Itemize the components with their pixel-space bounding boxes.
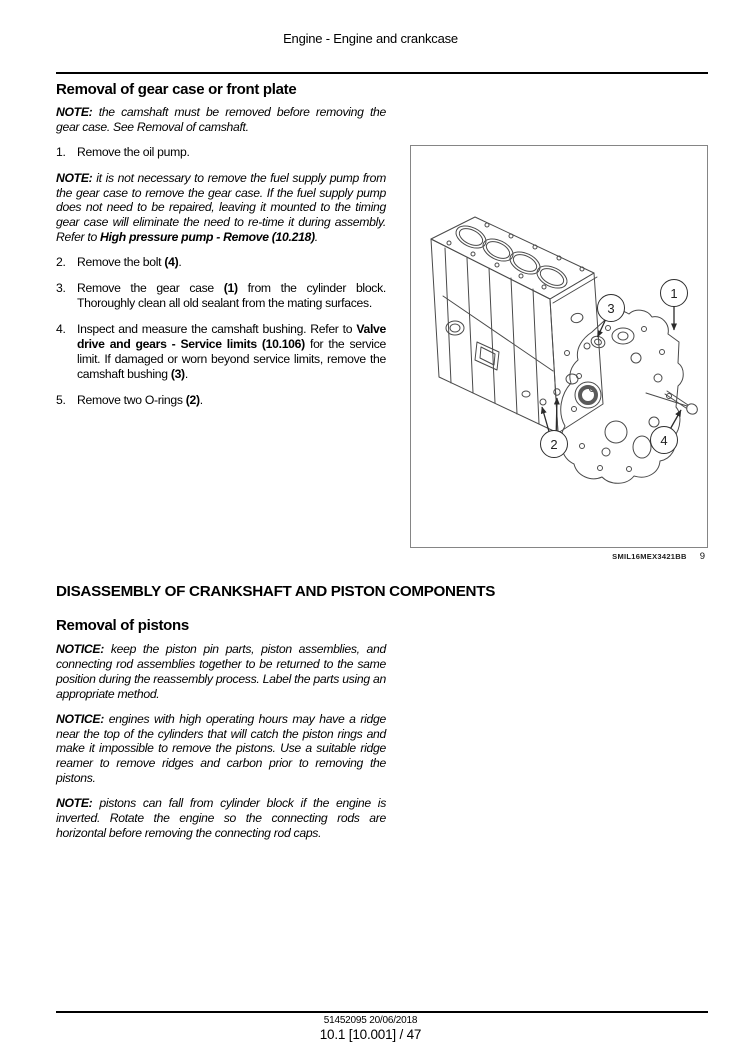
text-run: .: [314, 230, 318, 245]
step-number: 1.: [56, 144, 66, 159]
text-run: Inspect and measure the camshaft bushing. Refer to: [77, 321, 357, 336]
text-run: it is not necessary to remove the fuel supply pump from the gear case to remove the gear case. If the fuel supply pump does not need to be repaired, leaving it mounted to the timing gear case will eliminate the need to re-time it during assembly. Refer to: [56, 170, 386, 245]
engine-block-line-art: [411, 146, 707, 547]
figure-caption-row: [410, 551, 708, 562]
procedure-step: [56, 281, 386, 311]
gear-case-section: [56, 83, 386, 418]
text-run: NOTE:: [56, 170, 93, 185]
step-text: [77, 145, 190, 159]
text-run: from the cylinder block. Thoroughly clean all old sealant from the mating surfaces.: [77, 281, 386, 310]
text-run: (1): [223, 281, 238, 296]
footer-page-number: 10.1 [10.001] / 47: [319, 1027, 422, 1042]
subsection-heading: Removal of pistons: [56, 617, 189, 634]
procedure-step: [56, 145, 386, 160]
procedure-step: [56, 255, 386, 270]
gear-case-blocks: [56, 105, 386, 408]
header-rule: [56, 72, 708, 74]
note-paragraph: [56, 796, 386, 841]
disassembly-section: [56, 583, 708, 851]
note-paragraph: [56, 171, 386, 246]
text-run: .: [199, 392, 203, 407]
step-text: [77, 281, 386, 310]
step-text: [77, 255, 181, 269]
text-run: pistons can fall from cylinder block if the engine is inverted. Rotate the engine so the connecting rods are horizontal before removing the connecting rod caps.: [56, 796, 386, 840]
callout-1: 1: [660, 279, 688, 307]
text-run: Remove the oil pump.: [77, 144, 190, 159]
text-run: NOTICE:: [56, 642, 105, 656]
footer-document-info: 51452095 20/06/2018: [323, 1015, 418, 1026]
step-text: [77, 322, 386, 381]
callout-4: 4: [650, 426, 678, 454]
text-run: .: [184, 366, 188, 381]
procedure-step: [56, 322, 386, 382]
text-run: .: [178, 255, 182, 270]
text-run: Remove the bolt: [77, 255, 165, 270]
text-run: NOTICE:: [56, 711, 105, 726]
step-number: 2.: [56, 255, 66, 270]
step-number: 4.: [56, 321, 66, 336]
notice-paragraph: [56, 642, 386, 702]
footer-rule: [56, 1011, 708, 1013]
text-run: (2): [185, 392, 200, 407]
section-heading: Removal of gear case or front plate: [56, 81, 297, 98]
step-number: 3.: [56, 281, 66, 296]
text-run: Remove the gear case: [77, 281, 224, 296]
text-run: Remove two O-rings: [77, 392, 186, 407]
text-run: engines with high operating hours may have a ridge near the top of the cylinders that will catch the piston rings and make it impossible to remove the pistons. Use a suitable ridge reamer to remove ridges and carbon prior to removing the pistons.: [56, 711, 386, 786]
chapter-heading: DISASSEMBLY OF CRANKSHAFT AND PISTON COMPONENTS: [56, 583, 496, 600]
step-number: 5.: [56, 392, 66, 407]
step-text: [77, 393, 203, 407]
text-run: keep the piston pin parts, piston assemblies, and connecting rod assemblies together to be returned to the same position during the reassembly process. Label the parts using an appropriate method.: [56, 642, 386, 701]
text-run: NOTE:: [56, 104, 93, 119]
figure-image-id: SMIL16MEX3421BB: [612, 552, 687, 561]
note-paragraph: [56, 105, 386, 135]
callout-3: 3: [597, 294, 625, 322]
page-header-title: Engine - Engine and crankcase: [283, 31, 458, 46]
text-run: for the service limit. If damaged or worn beyond service limits, remove the camshaft bushing: [77, 336, 386, 381]
text-run: Valve drive and gears - Service limits (10.106): [77, 321, 386, 351]
text-run: the camshaft must be removed before removing the gear case. See Removal of camshaft.: [56, 104, 386, 134]
text-run: (3): [170, 366, 185, 381]
notices-column: [56, 642, 386, 841]
text-run: NOTE:: [56, 796, 93, 811]
figure-number: 9: [699, 551, 705, 562]
figure-frame: [410, 145, 708, 548]
procedure-step: [56, 393, 386, 408]
text-run: (4): [164, 255, 179, 270]
callout-2: 2: [540, 430, 568, 458]
notice-paragraph: [56, 712, 386, 787]
text-run: High pressure pump - Remove (10.218): [100, 230, 315, 245]
figure-gear-case: [410, 145, 708, 562]
